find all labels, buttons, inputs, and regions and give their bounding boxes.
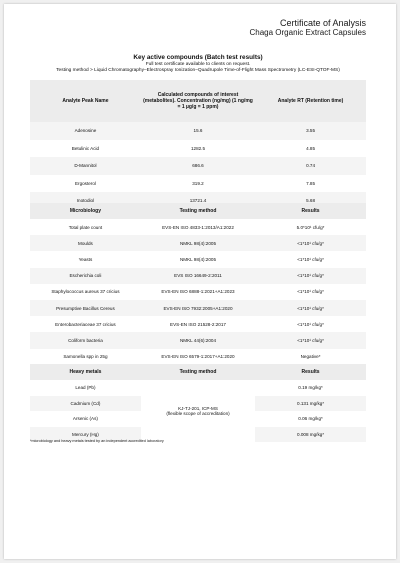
retention-time-value: 3.55 (255, 122, 366, 140)
test-method: EVS-EN ISO 6888-1:2021+A1:2023 (141, 284, 255, 300)
table-row (30, 316, 366, 332)
section-title: Key active compounds (Batch test results) (133, 54, 263, 61)
header-retention-time: Analyte RT (Retention time) (255, 80, 366, 122)
test-method: NMKL 44(6):2004 (141, 332, 255, 348)
header-testing-method: Testing method (141, 364, 255, 380)
table-row (30, 235, 366, 251)
metals-testing-method (141, 380, 255, 442)
table-row (30, 349, 366, 365)
table-row (30, 140, 366, 158)
test-result: <1*10¹ cfu/g* (255, 332, 366, 348)
test-method: EVS-EN ISO 6579-1:2017+A1:2020 (141, 349, 255, 365)
header-microbiology: Microbiology (30, 203, 141, 219)
document-title: Certificate of Analysis (279, 18, 366, 28)
header-concentration: Calculated compounds of interest (metabolites). Concentration (ng/mg) (1 ng/mg = 1 µg/g = 1 ppm) (141, 80, 255, 122)
concentration-value: 13721.4 (141, 192, 255, 210)
retention-time-value: 7.85 (255, 175, 366, 193)
metal-name: Mercury (Hg) (30, 427, 141, 443)
table-row (30, 268, 366, 284)
microbiology-table (30, 203, 366, 365)
test-method: EVS-EN ISO 7932:2005+A1:2020 (141, 300, 255, 316)
test-result: Negative* (255, 349, 366, 365)
test-method: EVS ISO 16649-2:2011 (141, 268, 255, 284)
metal-result: 0.008 mg/kg* (255, 427, 366, 443)
test-name: Total plate count (30, 219, 141, 235)
analyte-name: D-Mannitol (30, 157, 141, 175)
retention-time-value: 5.68 (255, 192, 366, 210)
header-results: Results (255, 203, 366, 219)
metal-name: Arsenic (As) (30, 411, 141, 427)
metal-result: 0.131 mg/kg* (255, 396, 366, 412)
compounds-table (30, 80, 366, 210)
header-results: Results (255, 364, 366, 380)
retention-time-value: 0.74 (255, 157, 366, 175)
test-name: Enterobacteriaceae 37 cricius (30, 316, 141, 332)
analyte-name: Inotodiol (30, 192, 141, 210)
test-name: Escherichia coli (30, 268, 141, 284)
product-name: Chaga Organic Extract Capsules (249, 28, 366, 38)
heavy-metals-table (30, 364, 366, 442)
analyte-name: Adenosine (30, 122, 141, 140)
method-line: KJ-TJ-201, ICP-MS (178, 406, 218, 412)
metal-name: Cadmium (Cd) (30, 396, 141, 412)
table-row (30, 284, 366, 300)
concentration-value: 319.2 (141, 175, 255, 193)
test-result: <1*10¹ cfu/g* (255, 235, 366, 251)
test-result: 5.0*10¹ cfu/g* (255, 219, 366, 235)
test-method: NMKL 98(4):2005 (141, 235, 255, 251)
table-row (30, 122, 366, 140)
metal-result: 0.19 mg/kg* (255, 380, 366, 396)
test-name: Coliform bacteria (30, 332, 141, 348)
test-method: NMKL 98(4):2005 (141, 251, 255, 267)
test-result: <1*10¹ cfu/g* (255, 300, 366, 316)
table-row (30, 219, 366, 235)
intro-block (30, 54, 366, 73)
metal-name: Lead (Pb) (30, 380, 141, 396)
testing-method-note: Testing method > Liquid Chromatography–Electrospray Ionization–Quadrupole Time-of-Flight Mass Spectrometry (LC-ESI-QTOF-MS) (56, 68, 340, 73)
test-name: Staphylococcus aureus 37 cricius (30, 284, 141, 300)
analyte-name: Ergosterol (30, 175, 141, 193)
metal-result: 0.06 mg/kg* (255, 411, 366, 427)
table-row (30, 157, 366, 175)
retention-time-value: 4.85 (255, 140, 366, 158)
header-testing-method: Testing method (141, 203, 255, 219)
concentration-value: 686.6 (141, 157, 255, 175)
test-method: EVS-EN ISO 4833-1:2013/A1:2022 (141, 219, 255, 235)
concentration-value: 1282.5 (141, 140, 255, 158)
test-name: Presumptive Bacillus Cereus (30, 300, 141, 316)
table-row (30, 251, 366, 267)
table-row (30, 300, 366, 316)
test-result: <1*10¹ cfu/g* (255, 284, 366, 300)
table-row (30, 332, 366, 348)
test-name: Yeasts (30, 251, 141, 267)
concentration-value: 15.6 (141, 122, 255, 140)
header-analyte-peak-name: Analyte Peak Name (30, 80, 141, 122)
table-row (30, 175, 366, 193)
document-header (250, 18, 367, 38)
test-method: EVS-EN ISO 21528-2:2017 (141, 316, 255, 332)
header-heavy-metals: Heavy metals (30, 364, 141, 380)
test-result: <1*10¹ cfu/g* (255, 268, 366, 284)
method-line: (flexible scope of accreditation) (166, 411, 230, 417)
test-name: Samonella spp in 25g (30, 349, 141, 365)
analyte-name: Betulinic Acid (30, 140, 141, 158)
test-name: Moulds (30, 235, 141, 251)
test-result: <1*10¹ cfu/g* (255, 316, 366, 332)
section-subtitle: Full test certificate available to clients on request. (145, 62, 251, 67)
test-result: <1*10¹ cfu/g* (255, 251, 366, 267)
table-row (30, 380, 366, 396)
footnote: *microbiology and heavy metals tested by an independent accredited laboratory (30, 439, 164, 443)
